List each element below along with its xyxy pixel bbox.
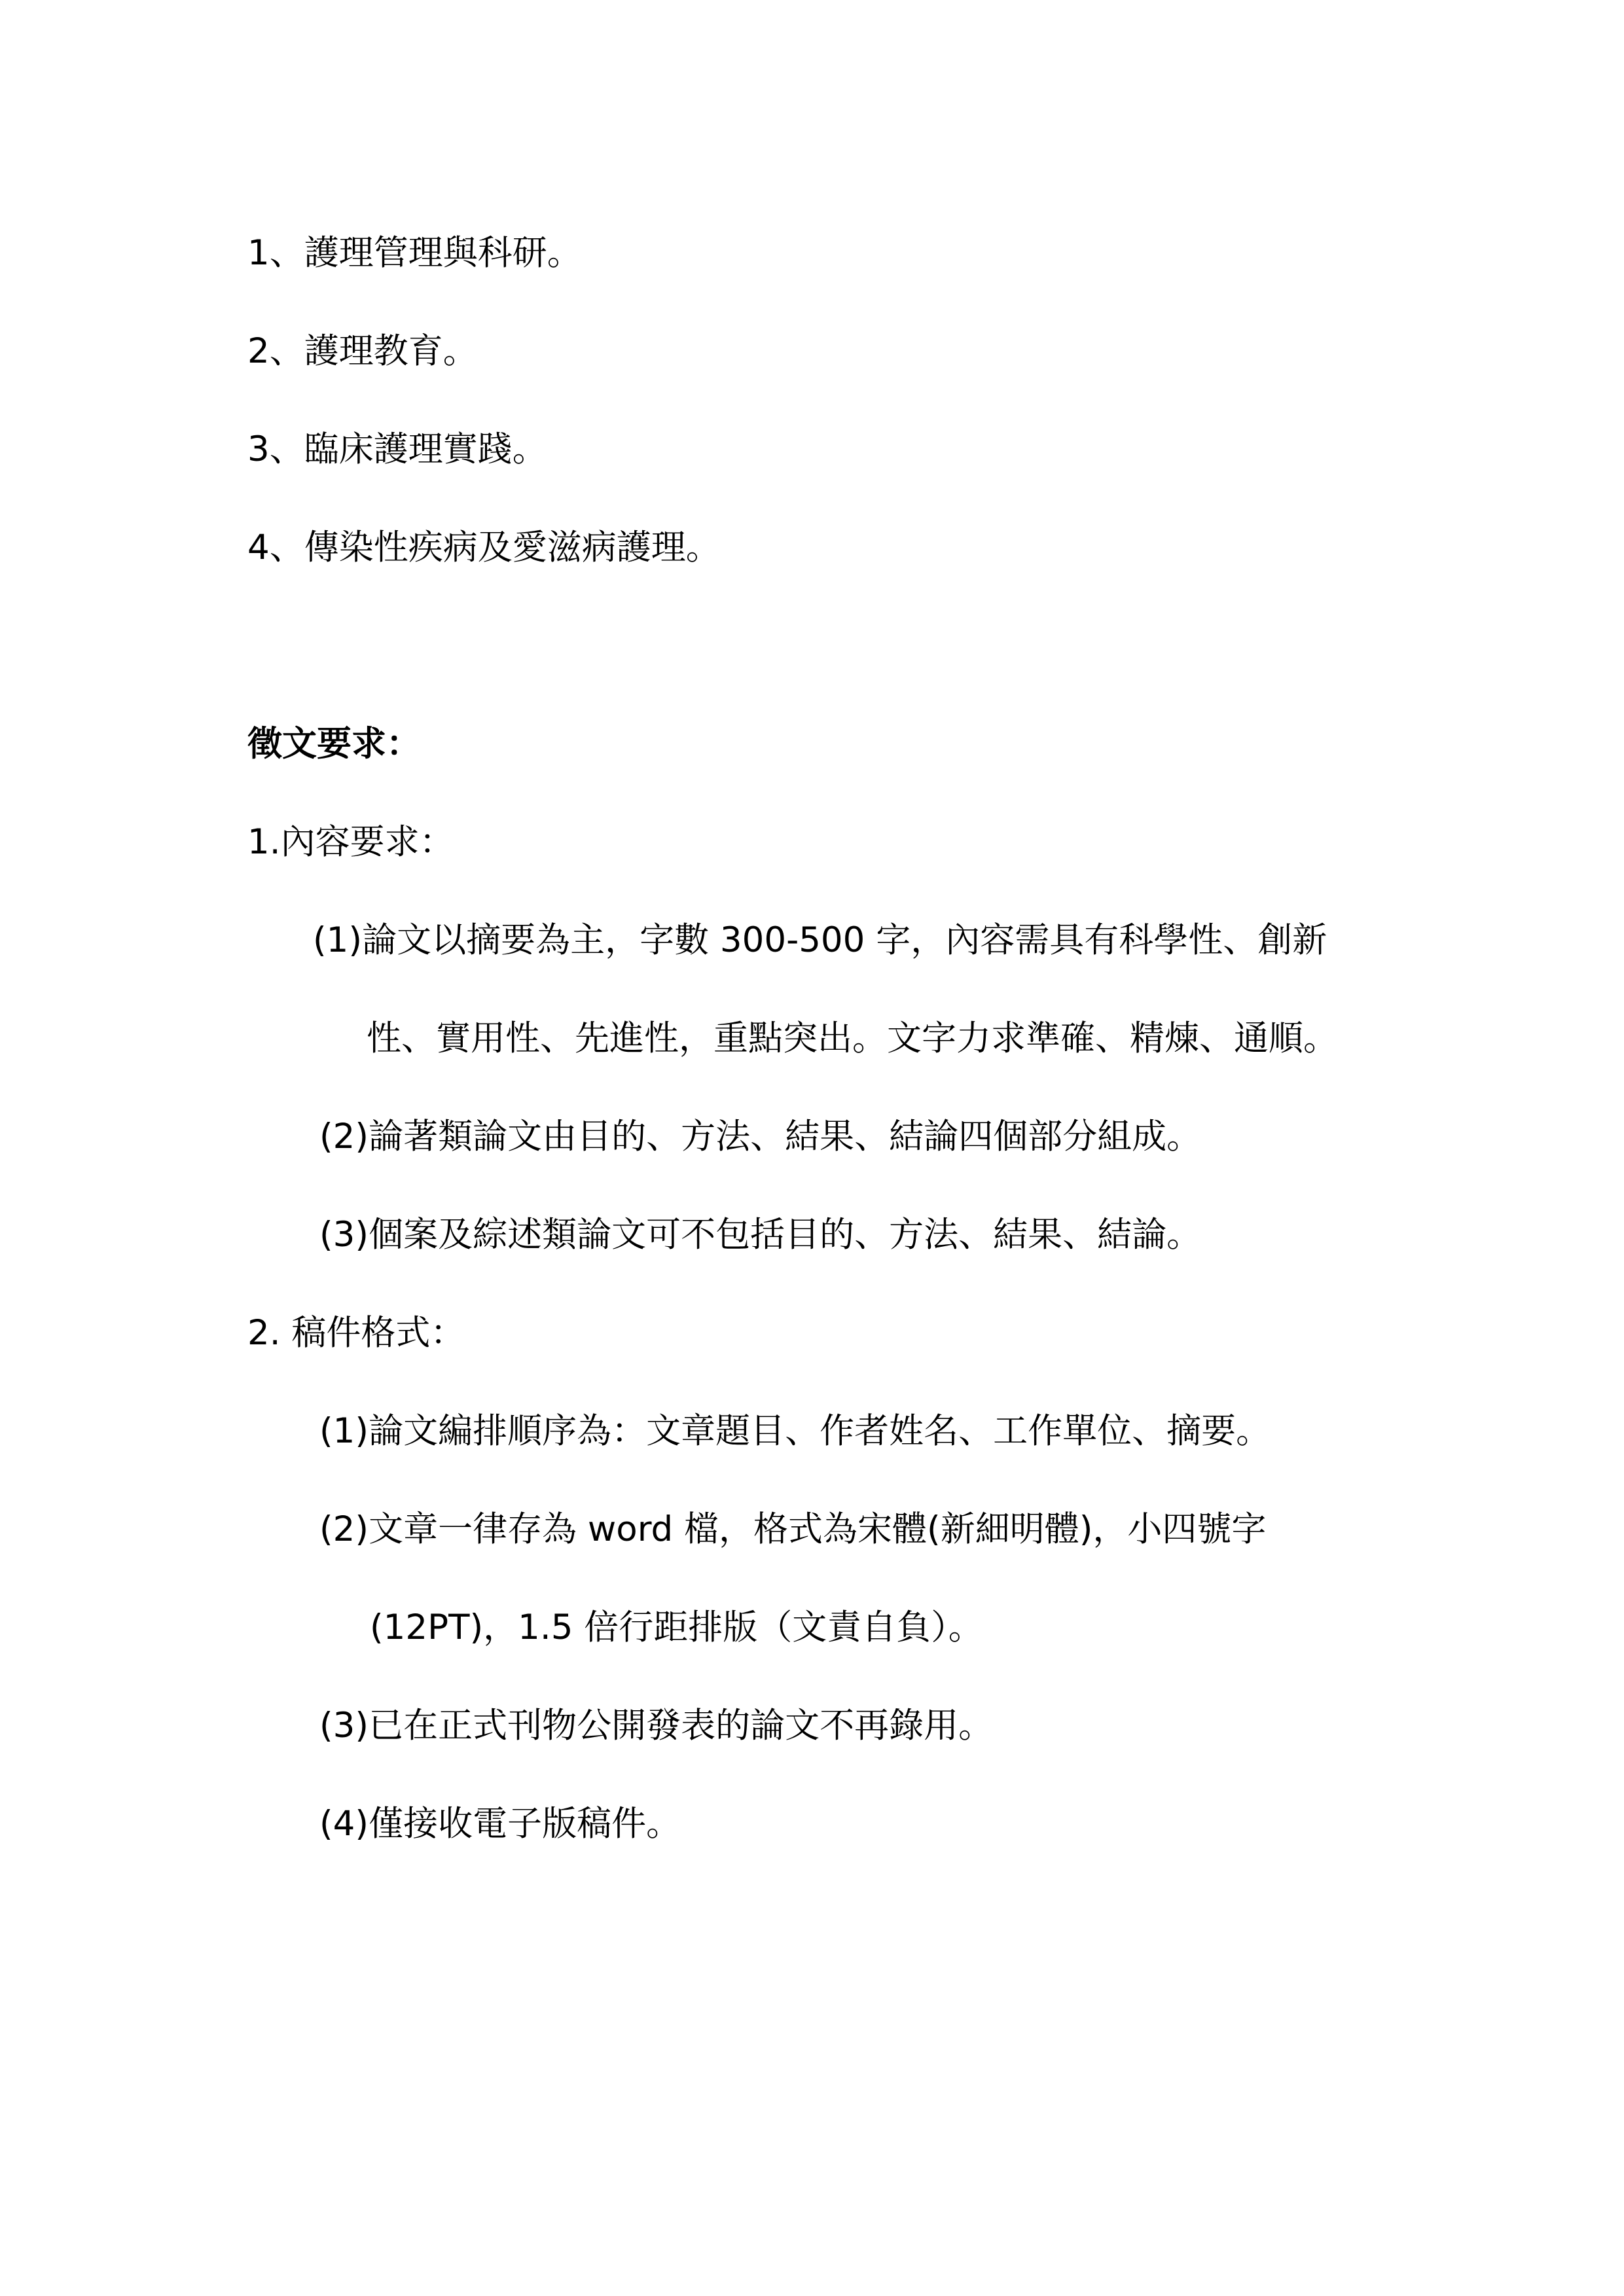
topic-item-3: 3、臨床護理實踐。 [247,429,547,469]
topic-item-2: 2、護理教育。 [247,331,478,371]
content-item-3: (3)個案及綜述類論文可不包括目的、方法、結果、結論。 [319,1215,1202,1255]
format-item-2-line-1: (2)文章一律存為 word 檔，格式為宋體(新細明體)，小四號字 [319,1509,1267,1549]
topic-item-4: 4、傳染性疾病及愛滋病護理。 [247,528,721,567]
content-requirements-heading: 1.內容要求： [247,822,454,862]
content-item-1-line-1: (1)論文以摘要為主，字數 300-500 字，內容需具有科學性、創新 [313,920,1327,960]
content-item-2: (2)論著類論文由目的、方法、結果、結論四個部分組成。 [319,1117,1202,1157]
topic-item-1: 1、護理管理與科研。 [247,233,582,273]
requirements-heading: 徵文要求： [247,724,421,764]
format-item-3: (3)已在正式刊物公開發表的論文不再錄用。 [319,1706,994,1746]
format-heading: 2. 稿件格式： [247,1313,465,1353]
format-item-1: (1)論文編排順序為：文章題目、作者姓名、工作單位、摘要。 [319,1411,1271,1451]
format-item-2-line-2: (12PT)，1.5 倍行距排版（文責自負）。 [370,1607,983,1647]
format-item-4: (4)僅接收電子版稿件。 [319,1804,681,1844]
content-item-1-line-2: 性、實用性、先進性，重點突出。文字力求準確、精煉、通順。 [367,1018,1338,1058]
